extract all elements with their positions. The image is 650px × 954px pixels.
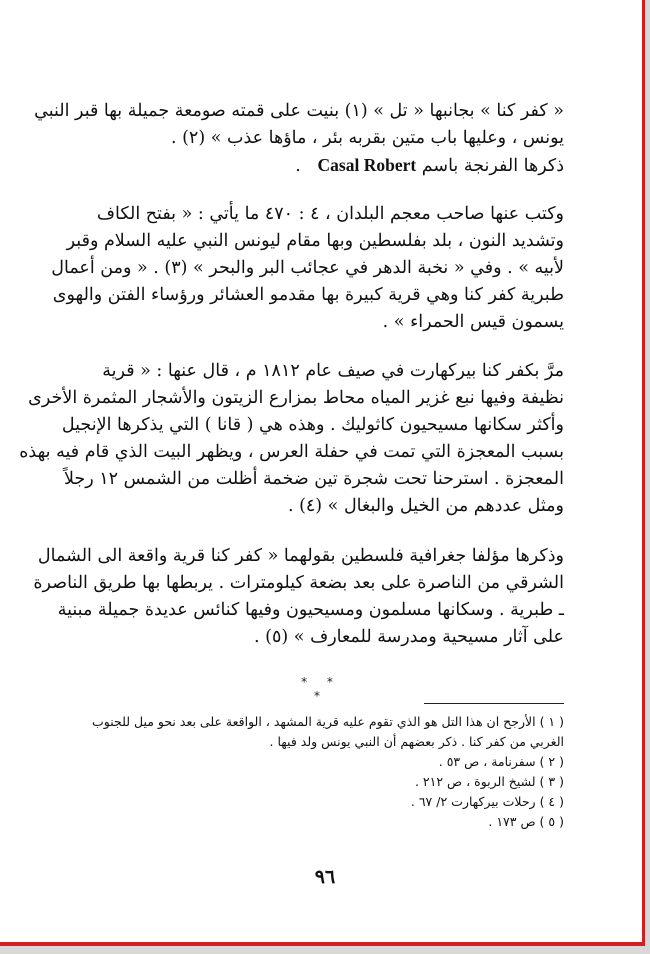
paragraph-3-body [19,358,564,520]
text-line: وكتب عنها صاحب معجم البلدان ، ٤ : ٤٧٠ ما يأتي : « بفتح الكاف [96,204,564,224]
text-line: لأبيه » . وفي « نخبة الدهر في عجائب البر والبحر » (٣) . « ومن أعمال [51,258,564,278]
footnote-line: ( ٣ ) لشيخ الربوة ، ص ٢١٢ . [414,774,564,789]
text-line: يسمون قيس الحمراء » . [382,312,564,332]
paragraph-1 [34,98,564,180]
text-line: « كفر كنا » بجانبها « تل » (١) بنيت على قمته صومعة جميلة بها قبر النبي [34,101,564,121]
text-line: نظيفة وفيها نبع غزير المياه محاط بمزارع الزيتون والأشجار المثمرة الأخرى [28,388,564,408]
page-number: ٩٦ [314,866,336,888]
footnote-line: ( ١ ) الأرجح ان هذا التل هو الذي تقوم عليه قرية المشهد ، الواقعة على بعد نحو ميل للجنوب [92,714,564,729]
footnote-rule [424,703,564,704]
period-mark: . [295,156,312,176]
footnote-line: الغربي من كفر كنا . ذكر بعضهم أن النبي يونس ولد فيها . [269,734,564,749]
footnote-line: ( ٢ ) سفرنامة ، ص ٥٣ . [438,754,564,769]
text-line: المعجزة . استرحنا تحت شجرة تين ضخمة أظلت من الشمس ١٢ رجلاً [63,469,564,489]
paragraph-1-body [34,98,564,180]
text-line: وأكثر سكانها مسيحيون كاثوليك . وهذه هي ( قانا ) التي يذكرها الإنجيل [61,415,564,435]
footnote-line: ( ٤ ) رحلات بيركهارت ٢/ ٦٧ . [410,794,564,809]
latin-place-name: Casal Robert [317,155,417,175]
text-line-arabic: ذكرها الفرنجة باسم [421,156,564,176]
text-line: طبرية كفر كنا وهي قرية كبيرة بها مقدمو العشائر ورؤساء الفتن والهوى [52,285,564,305]
text-line: ومثل عددهم من الخيل والبغال » (٤) . [287,496,564,516]
paragraph-4 [33,543,564,651]
text-line: على آثار مسيحية ومدرسة للمعارف » (٥) . [254,627,564,647]
paragraph-2-body [51,201,564,336]
paragraph-3 [19,358,564,520]
text-line: الشرقي من الناصرة على بعد بضعة كيلومترات . يربطها بها طريق الناصرة [33,573,564,593]
text-line: مرَّ بكفر كنا بيركهارت في صيف عام ١٨١٢ م ، قال عنها : « قرية [102,361,564,381]
paragraph-2 [51,201,564,336]
footnotes [79,712,564,832]
text-line: يونس ، وعليها باب متين بقربه بئر ، ماؤها عذب » (٢) . [170,128,564,148]
text-line: بسبب المعجزة التي تمت في حفلة العرس ، ويظهر البيت الذي قام فيه بهذه [19,442,564,462]
text-line: وتشديد النون ، بلد بفلسطين وبها مقام ليونس النبي عليه السلام وقبر [66,231,564,251]
text-line: ـ طبرية . وسكانها مسلمون ومسيحيون وفيها كنائس عديدة جميلة مبنية [57,600,564,620]
paragraph-4-body [33,543,564,651]
footnote-line: ( ٥ ) ص ١٧٣ . [488,814,564,829]
section-separator: * * * [301,675,341,703]
text-line: وذكرها مؤلفا جغرافية فلسطين بقولهما « كفر كنا قرية واقعة الى الشمال [37,546,564,566]
text-line [79,152,564,180]
